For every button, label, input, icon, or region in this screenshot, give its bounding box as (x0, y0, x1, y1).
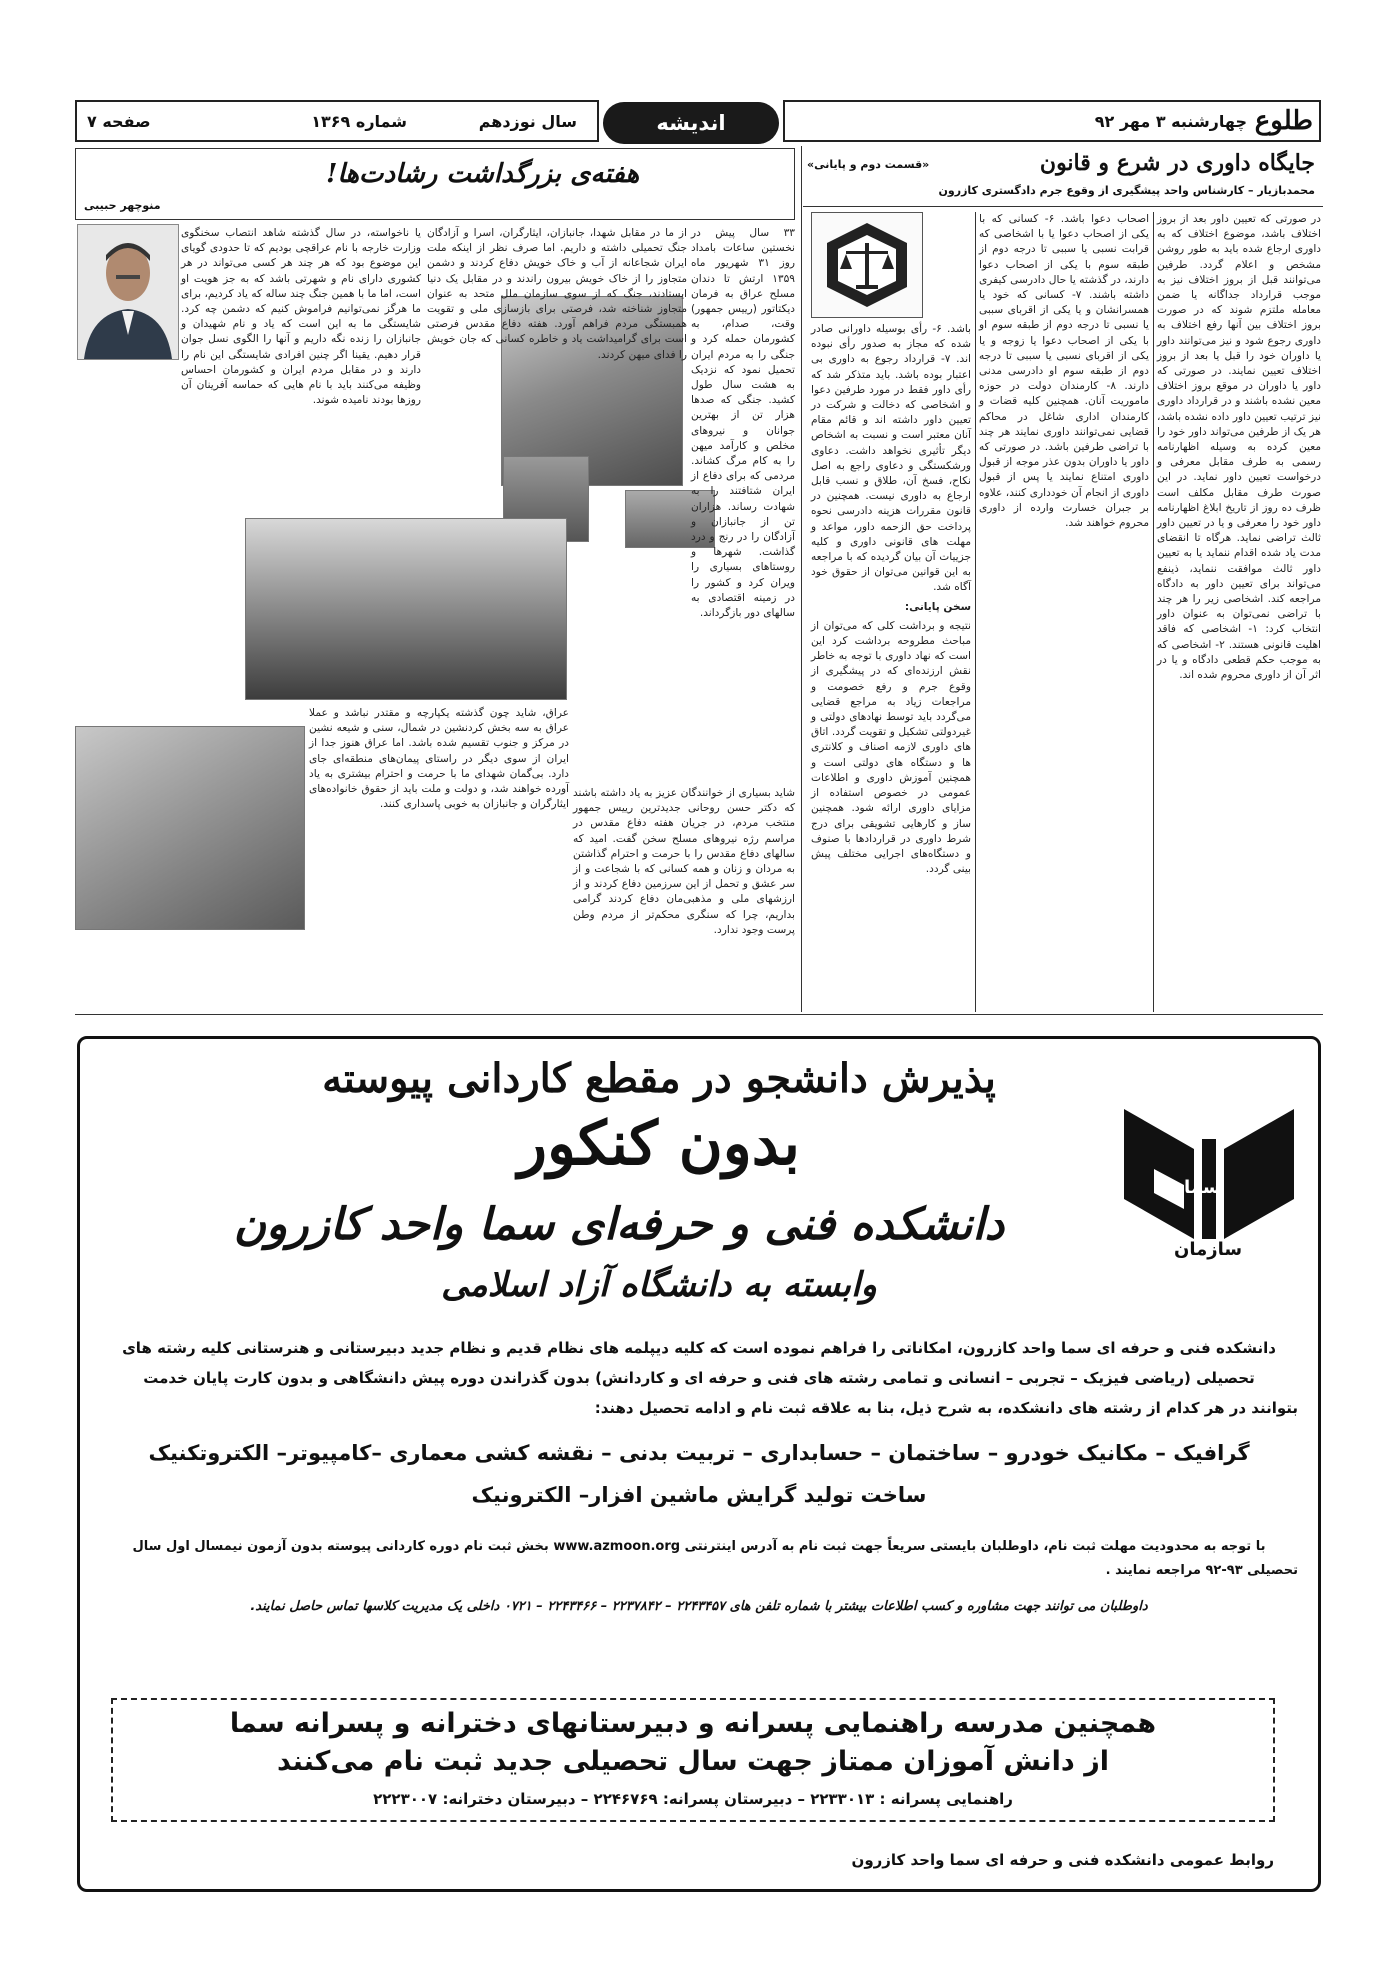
article-right-header (803, 148, 1323, 207)
ad-heading-1: پذیرش دانشجو در مقطع کاردانی پیوسته (322, 1055, 996, 1102)
article-left-col2b (573, 548, 685, 778)
article-right-conclusion: نتیجه و برداشت کلی که می‌توان از مباحث مطروحه برداشت کرد این است که نهاد داوری با توجه به خاطر نقش ارزنده‌ای که در پیشگیری از وقوع جرم و رفع خصومت و مراجعات زیاد به مراجع قضایی می‌گردد باید توسط نهادهای دولتی و غیردولتی تشکیل و تقویت گردد. اتاق های داوری لازمه اصناف و کلانتری ها و دستگاه های دولتی است و همچنین آموزش داوری و اطلاعات عمومی در خصوص استفاده از مزایای داوری ارائه شود. همچنین ساز و کارهایی تشویقی برای درج شرط داوری در قراردادها با صنوف و دستگاه‌های اجرایی مختلف پیش بینی گردد. (811, 619, 971, 876)
ad-note-1: با توجه به محدودیت مهلت ثبت نام، داوطلبان بایستی سریعاً جهت ثبت نام به آدرس اینترنتی www.azmoon.org بخش ثبت نام دوره کاردانی پیوسته بدون آزمون نیمسال اول سال (132, 1539, 1266, 1554)
ad-fields-1: گرافیک – مکانیک خودرو – ساختمان – حسابداری – تربیت بدنی – نقشه کشی معماری –کامپیوتر– الکتروتکنیک (148, 1441, 1250, 1465)
school-phones: راهنمایی پسرانه : ۲۲۳۳۰۱۳ – دبیرستان پسرانه: ۲۲۴۶۷۶۹ – دبیرستان دخترانه: ۲۲۲۳۰۰۷ (373, 1790, 1013, 1808)
newspaper-logo: طلوع (1254, 106, 1313, 136)
ad-footer: روابط عمومی دانشکده فنی و حرفه ای سما واحد کازرون (851, 1851, 1274, 1869)
ad-fields-2: ساخت تولید گرایش ماشین افزار– الکترونیک (471, 1483, 927, 1507)
ad-heading-4: وابسته به دانشگاه آزاد اسلامی (441, 1265, 877, 1305)
article-left-col4: عراق، شاید چون گذشته یکپارچه و مقتدر نباشد و عملا عراق به سه بخش کردنشین در شمال، سنی و شیعه نشین در مرکز و جنوب تقسیم شده باشد. اما عراق هنوز جدا از ایران از سوی دیگر در راستای پیمان‌های منطقه‌ای جای دارد. بی‌گمان شهدای ما با حرمت و احترام بیشتری به یاد آورده خواهند شد، و دولت و ملت باید از حقوق خانواده‌های ایثارگران و جانبازان به خوبی پاسداری کنند. (309, 707, 569, 811)
ad-body-2: تحصیلی (ریاضی فیزیک – تجربی – انسانی و تمامی رشته های فنی و حرفه ای و کاردانش) بدون گذراندن دوره پیش دانشگاهی و بدون کارت پایان خدمت (143, 1369, 1255, 1387)
school-announcement-box (111, 1698, 1275, 1822)
article-bottom-rule (75, 1014, 1323, 1015)
volume-year: سال نوزدهم (478, 112, 577, 131)
article-right-col2: اصحاب دعوا باشد. ۶- کسانی که با یکی از اصحاب دعوا یا با اشخاصی که قرابت نسبی یا سببی تا درجه دوم از طبقه سوم با یکی از اصحاب دعوا دارند، در گذشته یا حال دادرسی کیفری داشته باشند. ۷- کسانی که خود یا همسرانشان و یا یکی از اقربای سببی یا نسبی تا درجه دوم از طبقه سوم او با یکی از اصحاب دعوا یا زوجه و یا یکی از اقربای نسبی یا سببی تا درجه دوم از طبقه سوم او دادرسی مدنی دارند. ۸- کارمندان دولت در حوزه ماموریت آنان. همچنین کلیه قضات و کارمندان اداری شاغل در محاکم قضایی نمی‌توانند داوری نمایند هر چند با تراضی طرفین باشد. در صورتی که داور یا داوران بدون عذر موجه از قبول داوری امتناع نمایند یا پس از قبول داوری از انجام آن خودداری کنند، علاوه بر جبران خسارت وارده از داوری محروم خواهند شد. (979, 213, 1150, 530)
justice-emblem (811, 212, 923, 318)
school-line-1: همچنین مدرسه راهنمایی پسرانه و دبیرستانهای دخترانه و پسرانه سما (229, 1708, 1157, 1739)
logo-text-top: سما (1184, 1177, 1221, 1198)
author-portrait (77, 224, 179, 360)
right-col-divider-2 (975, 212, 976, 1012)
article-left-col6 (77, 934, 303, 1006)
article-right-series: «قسمت دوم و پایانی» (807, 158, 930, 171)
article-right-col3-text: باشد. ۶- رأی بوسیله داورانی صادر شده که مجاز به صدور رأی نبوده اند. ۷- قرارداد رجوع به داوری بی اعتبار بوده باشد. باید متذکر شد که رأی داور فقط در مورد طرفین دعوا و اشخاصی که دخالت و شرکت در تعیین داور داشته اند و قائم مقام آنان معتبر است و نسبت به اشخاص دیگر تأثیری نخواهد داشت. دعاوی ورشکستگی و دعاوی راجع به اصل نکاح، فسخ آن، طلاق و نسب قابل ارجاع به داوری نیست. همچنین در قانون مقررات هزینه دادرسی نحوه پرداخت حق الزحمه داور، مواعد و مهلت های قانونی داوری و کلیه جزییات آن بیان گردیده که با مراجعه به این قوانین می‌توان از حقوق خود آگاه شد. (811, 323, 971, 594)
war-photo-troops (75, 726, 305, 930)
ad-heading-2: بدون کنکور (518, 1109, 800, 1179)
ad-body-3: بتوانند در هر کدام از رشته های دانشکده، به شرح ذیل، بنا به علاقه ثبت نام و ادامه تحصیل دهند: (594, 1399, 1298, 1417)
article-right-byline: محمدبازیار – کارشناس واحد پیشگیری از وقوع جرم دادگستری کازرون (938, 184, 1315, 197)
page-number: صفحه ۷ (87, 112, 151, 131)
logo-text-bottom: سازمان (1174, 1239, 1243, 1260)
section-label: اندیشه (603, 102, 779, 144)
issue-number: شماره ۱۳۶۹ (311, 112, 407, 131)
article-left-title: هفته‌ی بزرگداشت رشادت‌ها! (326, 159, 640, 189)
ad-note-2: تحصیلی ۹۳-۹۲ مراجعه نمایند . (1105, 1563, 1298, 1578)
article-left-col3: یا ناخواسته، در سال گذشته شاهد انتصاب سخنگوی وزارت خارجه با نام عراقچی بودیم که تا حدودی گویای این موضوع بود که هر چند هر کسی می‌تواند در هر کشوری دارای نام و شهرتی باشد که به جز هویت او است، اما ما با همین جنگ چند ساله که یاد کردیم، برای ما هرگز نمی‌توانیم فراموش کنیم که دشمن چه کرد. شایستگی ما به این است که یاد و نام شهیدان و جانبازان را زنده نگه داریم و آنها را الگوی نسل جوان قرار دهیم. یقینا اگر چنین افرادی شایستگی این نام را دارند و در مقابل مردم ایران و کشورمان احساس وظیفه می‌کنند باید با نام هایی که حماسه آفرینان آن روزها بودند نامیده شوند. (181, 227, 421, 407)
scales-of-justice-icon (812, 213, 922, 317)
masthead-right-box (783, 100, 1321, 142)
article-right-conclusion-title: سخن پایانی: (904, 600, 971, 613)
right-col-divider-1 (1153, 212, 1154, 1012)
masthead-left-box (75, 100, 599, 142)
school-line-2: از دانش آموزان ممتاز جهت سال تحصیلی جدید ثبت نام می‌کنند (277, 1746, 1109, 1777)
frame-right-article (801, 146, 802, 1012)
ad-heading-3: دانشکده فنی و حرفه‌ای سما واحد کازرون (233, 1199, 1005, 1250)
article-right-title: جایگاه داوری در شرع و قانون (1039, 150, 1315, 176)
article-left-col1: ۳۳ سال پیش در نخستین ساعات بامداد روز ۳۱ شهریور ماه ۱۳۵۹ ارتش تا دندان مسلح عراق به فرمان دیکتاتور (رییس جمهور) وقت، صدام، به کشورمان حمله کرد و جنگی را به مردم ایران تحمیل نمود که نزدیک به هشت سال طول کشید. جنگی که صدها هزار تن از بهترین جوانان و نیروهای مخلص و کارآمد میهن را به کام مرگ کشاند. مردمی که برای دفاع از ایران شتافتند را به شهادت رساند. هزاران تن از جانبازان و آزادگان را در رنج و درد گذاشت. شهرها و روستاهای بسیاری را ویران کرد و کشور را در زمینه اقتصادی به سالهای دور بازگرداند. (691, 227, 795, 620)
war-photo-parade (245, 518, 567, 700)
article-right-col3 (811, 322, 971, 1012)
article-left-col2: از ما در مقابل شهدا، جانبازان، ایثارگران، اسرا و آزادگان جنگ تحمیلی داشته و داریم. اما صرف نظر از اینکه ملت ایران شجاعانه از آب و خاک خویش دفاع کردند و دشمن متجاوز را از خاک خویش بیرون راندند و در مقابل یک دنیا ایستادند، جنگ که از سوی سازمان ملل متحد به عنوان متجاوز شناخته شد، فرصتی برای بازسازی ملی و تقویت همبستگی مردم فراهم آورد. هفته دفاع مقدس فرصتی است برای گرامیداشت یاد و خاطره کسانی که جان خویش را فدای میهن کردند. (427, 227, 687, 361)
article-right-col1: در صورتی که تعیین داور بعد از بروز اختلاف باشد، موضوع اختلاف که به داوری ارجاع شده باید به طور روشن مشخص و اعلام گردد. طرفین می‌توانند قبل از بروز اختلاف نیز به موجب قرارداد جداگانه یا ضمن معامله ملتزم شوند که در صورت بروز اختلاف بین آنها رفع اختلاف به داوری رجوع شود و نیز می‌توانند داور یا داوران خود را قبل یا بعد از بروز اختلاف تعیین نمایند. در صورتی که داور یا داوران در موقع بروز اختلاف معین نشده باشند و در قرارداد داوری نیز ترتیب تعیین داور داده نشده باشد، هر یک از طرفین می‌تواند داور خود را معین کرده به وسیله اظهارنامه رسمی به طرف مقابل معرفی و درخواست تعیین داور نماید. در این صورت طرف مقابل مکلف است ظرف ده روز از تاریخ ابلاغ اظهارنامه داور خود را معرفی و یا در تعیین داور ثالث تراضی نماید. هرگاه تا انقضای مدت یاد شده اقدام ننماید یا به تعیین داور ثالث موافقت ننماید، ذینفع می‌تواند برای تعیین داور به دادگاه مراجعه کند. اشخاصی زیر را هر چند با تراضی نمی‌توان به عنوان داور انتخاب کرد: ۱- اشخاصی که فاقد اهلیت قانونی هستند. ۲- اشخاصی که به موجب حکم قطعی دادگاه و یا در اثر آن از داوری محروم شده اند. (1157, 213, 1321, 682)
article-left-byline: منوچهر حبیبی (84, 199, 161, 212)
author-photo-icon (78, 225, 178, 359)
article-left-header (75, 148, 795, 220)
article-left-col5: شاید بسیاری از خوانندگان عزیز به یاد داشته باشند که دکتر حسن روحانی جدیدترین رییس جمهور منتخب مردم، در جریان هفته دفاع مقدس در مراسم رژه نیروهای مسلح سخن گفت. امید که سالهای دفاع مقدس را با حرمت و احترام گذاشتن به مردان و زنان و همه کسانی که با شجاعت و از سر عشق و تحمل از این سرزمین دفاع کردند و از ارزشهای ملی و مذهبی‌مان دفاع کردند گرامی بداریم، چرا که سنگری محکم‌تر از مردم وطن پرست وجود ندارد. (573, 787, 795, 936)
ad-body-1: دانشکده فنی و حرفه ای سما واحد کازرون، امکاناتی را فراهم نموده است که کلیه دیپلمه های نظام قدیم و نظام جدید دبیرستانی و هنرستانی کلیه رشته های (122, 1339, 1276, 1357)
ad-phones: داوطلبان می توانند جهت مشاوره و کسب اطلاعات بیشتر با شماره تلفن های ۲۲۴۳۴۵۷ – ۲۲۳۷۸۴۲ – ۲۲۴۳۴۶۶ – ۰۷۲۱ داخلی یک مدیریت کلاسها تماس حاصل نمایند. (250, 1599, 1148, 1614)
issue-date: چهارشنبه ۳ مهر ۹۲ (1094, 112, 1247, 131)
